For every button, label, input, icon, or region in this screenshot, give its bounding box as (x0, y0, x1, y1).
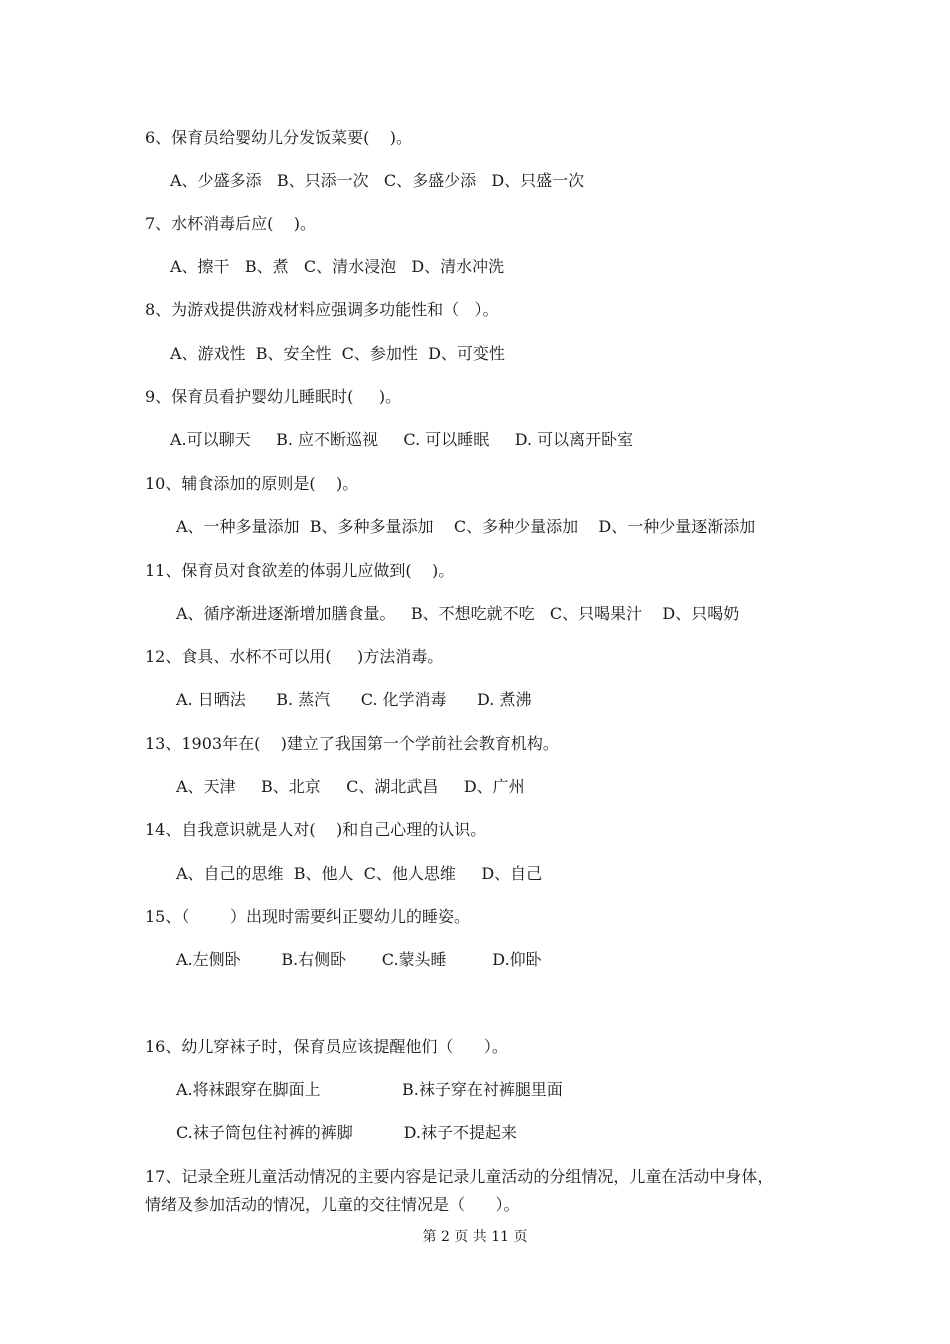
question-16-options-row-1: A.将袜跟穿在脚面上 B.袜子穿在衬裤腿里面 (176, 1080, 563, 1099)
question-7-stem: 7、水杯消毒后应( )。 (145, 214, 317, 233)
question-13-options: A、天津 B、北京 C、湖北武昌 D、广州 (176, 777, 525, 796)
question-17-stem-line-2: 情绪及参加活动的情况，儿童的交往情况是（ ）。 (145, 1195, 520, 1214)
question-10-options: A、一种多量添加 B、多种多量添加 C、多种少量添加 D、一种少量逐渐添加 (176, 517, 756, 536)
page-footer: 第 2 页 共 11 页 (422, 1229, 528, 1245)
question-16-options-row-2: C.袜子筒包住衬裤的裤脚 D.袜子不提起来 (176, 1123, 517, 1142)
question-11-options: A、循序渐进逐渐增加膳食量。 B、不想吃就不吃 C、只喝果汁 D、只喝奶 (176, 604, 740, 623)
question-8-stem: 8、为游戏提供游戏材料应强调多功能性和（ ）。 (145, 300, 499, 319)
question-12-stem: 12、食具、水杯不可以用( )方法消毒。 (145, 647, 444, 666)
question-13-stem: 13、1903年在( )建立了我国第一个学前社会教育机构。 (145, 734, 559, 753)
question-9-stem: 9、保育员看护婴幼儿睡眠时( )。 (145, 387, 402, 406)
question-10-stem: 10、辅食添加的原则是( )。 (145, 474, 359, 493)
question-15-options: A.左侧卧 B.右侧卧 C.蒙头睡 D.仰卧 (176, 950, 542, 969)
question-16-stem: 16、幼儿穿袜子时，保育员应该提醒他们（ ）。 (145, 1037, 508, 1056)
question-6-stem: 6、保育员给婴幼儿分发饭菜要( )。 (145, 128, 413, 147)
question-14-options: A、自己的思维 B、他人 C、他人思维 D、自己 (176, 864, 543, 883)
question-15-stem: 15、（ ）出现时需要纠正婴幼儿的睡姿。 (145, 907, 471, 926)
question-9-options: A.可以聊天 B. 应不断巡视 C. 可以睡眠 D. 可以离开卧室 (170, 430, 634, 449)
question-17-stem-line-1: 17、记录全班儿童活动情况的主要内容是记录儿童活动的分组情况，儿童在活动中身体， (145, 1167, 774, 1186)
question-8-options: A、游戏性 B、安全性 C、参加性 D、可变性 (170, 344, 505, 363)
question-14-stem: 14、自我意识就是人对( )和自己心理的认识。 (145, 820, 487, 839)
question-7-options: A、擦干 B、煮 C、清水浸泡 D、清水冲洗 (170, 257, 505, 276)
question-11-stem: 11、保育员对食欲差的体弱儿应做到( )。 (145, 561, 455, 580)
question-12-options: A. 日晒法 B. 蒸汽 C. 化学消毒 D. 煮沸 (176, 690, 532, 709)
question-6-options: A、少盛多添 B、只添一次 C、多盛少添 D、只盛一次 (170, 171, 585, 190)
